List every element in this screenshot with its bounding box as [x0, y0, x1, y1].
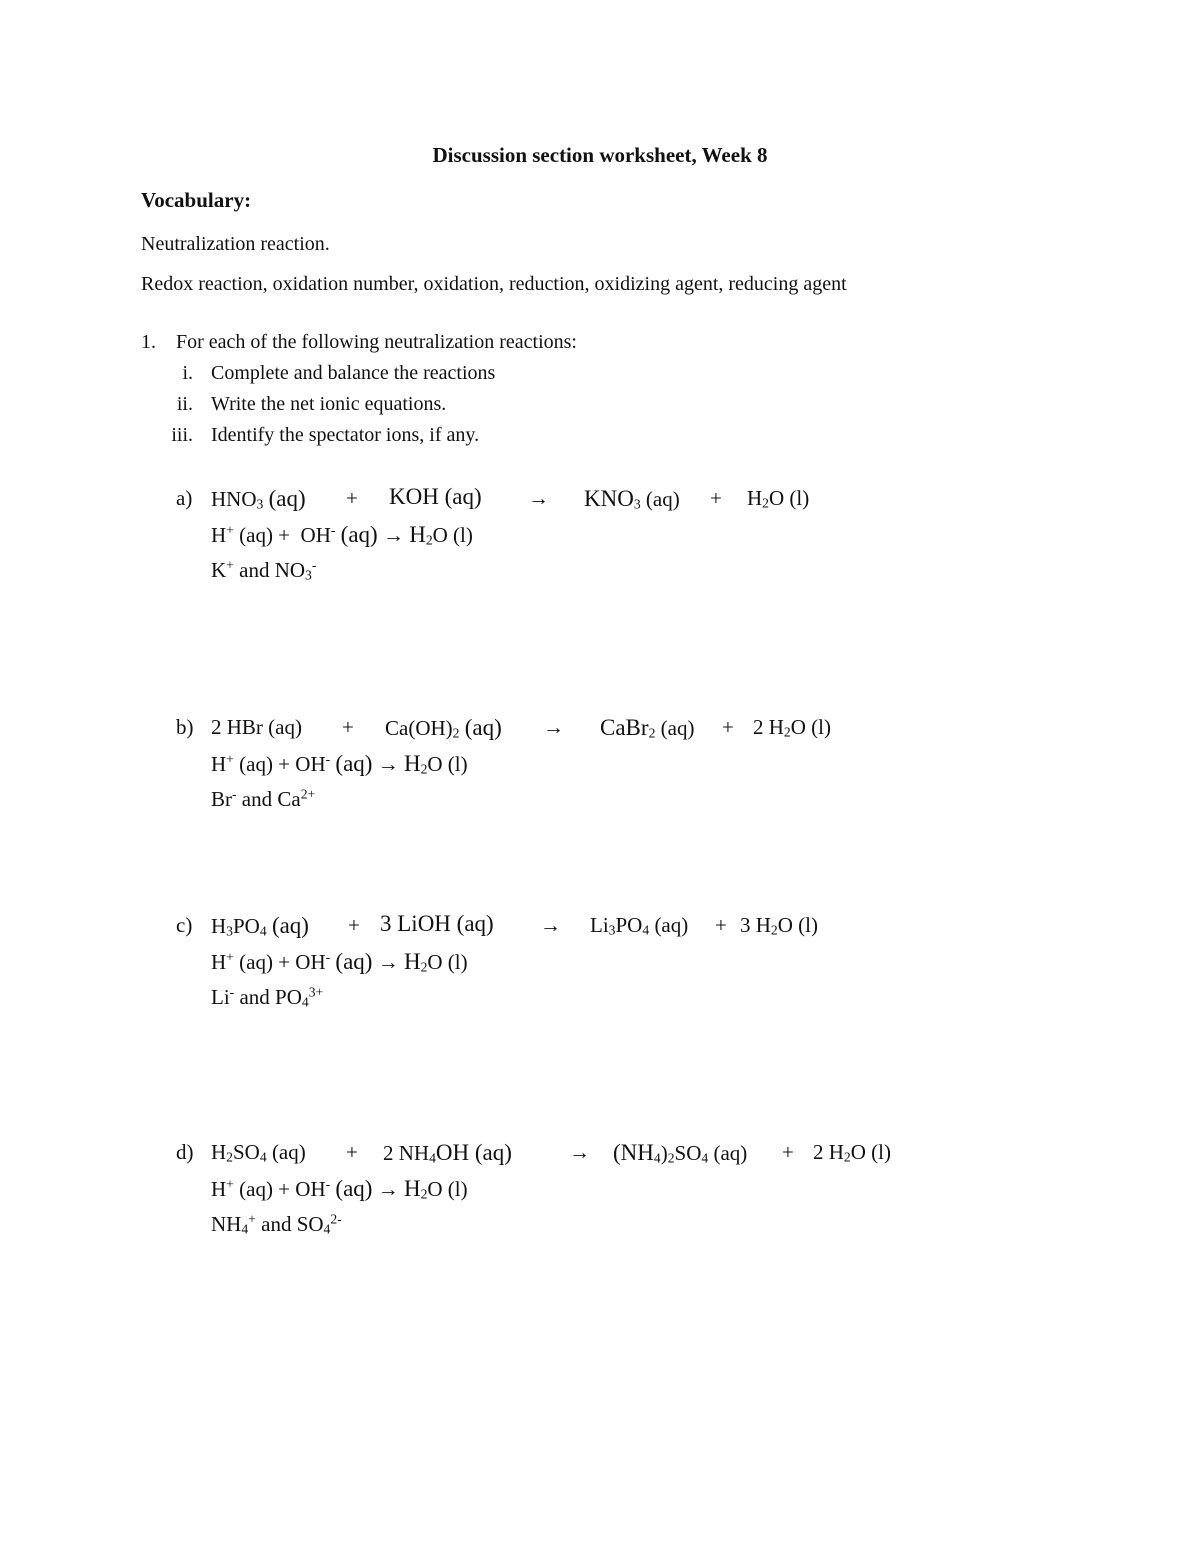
step-label: iii.	[171, 424, 193, 446]
vocabulary-heading: Vocabulary:	[141, 188, 252, 212]
net-ionic-equation: H+ (aq) + OH- $(aq) \to H_2O$ (l)	[211, 949, 468, 975]
reaction-label: d)	[176, 1140, 194, 1164]
plus-sign: +	[782, 1140, 794, 1164]
reaction-label: b)	[176, 715, 194, 739]
spectator-ions: Br- and $Ca^{2+}$	[211, 786, 316, 811]
arrow: →	[540, 913, 561, 937]
arrow: →	[569, 1140, 590, 1164]
product: 2 $H_2O$ (l)	[813, 1140, 891, 1165]
net-ionic-equation: H+ (aq) + OH- $(aq) \to H_2O$ (l)	[211, 751, 468, 777]
reactant: 3 LiOH (aq)	[380, 911, 494, 936]
step-text: Complete and balance the reactions	[211, 362, 496, 384]
page-title: Discussion section worksheet, Week 8	[432, 143, 768, 167]
vocabulary-line-2: Redox reaction, oxidation number, oxidation, reduction, oxidizing agent, reducing agent	[141, 273, 847, 295]
reaction-equation: $HNO_3$ (aq)	[211, 486, 306, 512]
plus-sign: +	[342, 715, 354, 739]
step-text: Identify the spectator ions, if any.	[211, 424, 480, 446]
reactant: 2 HBr (aq)	[211, 715, 302, 739]
plus-sign: +	[346, 1140, 358, 1164]
arrow: →	[543, 715, 564, 739]
plus-sign: +	[722, 715, 734, 739]
product: CaBr$_2$ (aq)	[600, 715, 695, 741]
reactant: $H_2SO_4$ (aq)	[211, 1140, 306, 1165]
product: $KNO_3$ (aq)	[584, 486, 680, 512]
step-label: ii.	[176, 393, 193, 415]
vocabulary-line-1: Neutralization reaction.	[141, 233, 330, 255]
plus-sign: +	[715, 913, 727, 937]
plus-sign: +	[348, 913, 360, 937]
arrow: →	[528, 486, 549, 510]
spectator-ions: K+ and $NO_3^-$	[211, 557, 317, 583]
reactant: 2 $NH_4OH$ (aq)	[383, 1140, 512, 1166]
product: $(NH_4)_2SO_4$ (aq)	[613, 1140, 748, 1166]
step-label: i.	[182, 362, 193, 384]
reactant: $Ca(OH)_2$ (aq)	[385, 715, 502, 741]
reaction-label: c)	[176, 913, 193, 937]
question-number: 1.	[141, 331, 156, 353]
plus-sign: +	[710, 486, 722, 510]
product: $H_2O$ (l)	[747, 486, 810, 511]
reactant: $H_3PO_4$ (aq)	[211, 913, 309, 939]
net-ionic-equation: H+ (aq) + OH- $(aq) \to H_2O$ (l)	[211, 522, 473, 548]
question-prompt: For each of the following neutralization reactions:	[176, 331, 577, 353]
spectator-ions: Li- and $PO_4^{3+}$	[211, 984, 324, 1010]
product: $Li_3PO_4$ (aq)	[590, 913, 689, 938]
product: 3 $H_2O$ (l)	[740, 913, 818, 938]
net-ionic-equation: H+ (aq) + OH- $(aq) \to H_2O$ (l)	[211, 1176, 468, 1202]
reactant: KOH (aq)	[389, 484, 482, 509]
product: 2 $H_2O$ (l)	[753, 715, 831, 740]
spectator-ions: $NH_4^+$ and $SO_4^{2-}$	[211, 1211, 342, 1237]
plus-sign: +	[346, 486, 358, 510]
step-text: Write the net ionic equations.	[211, 393, 447, 415]
reaction-label: a)	[176, 486, 193, 510]
